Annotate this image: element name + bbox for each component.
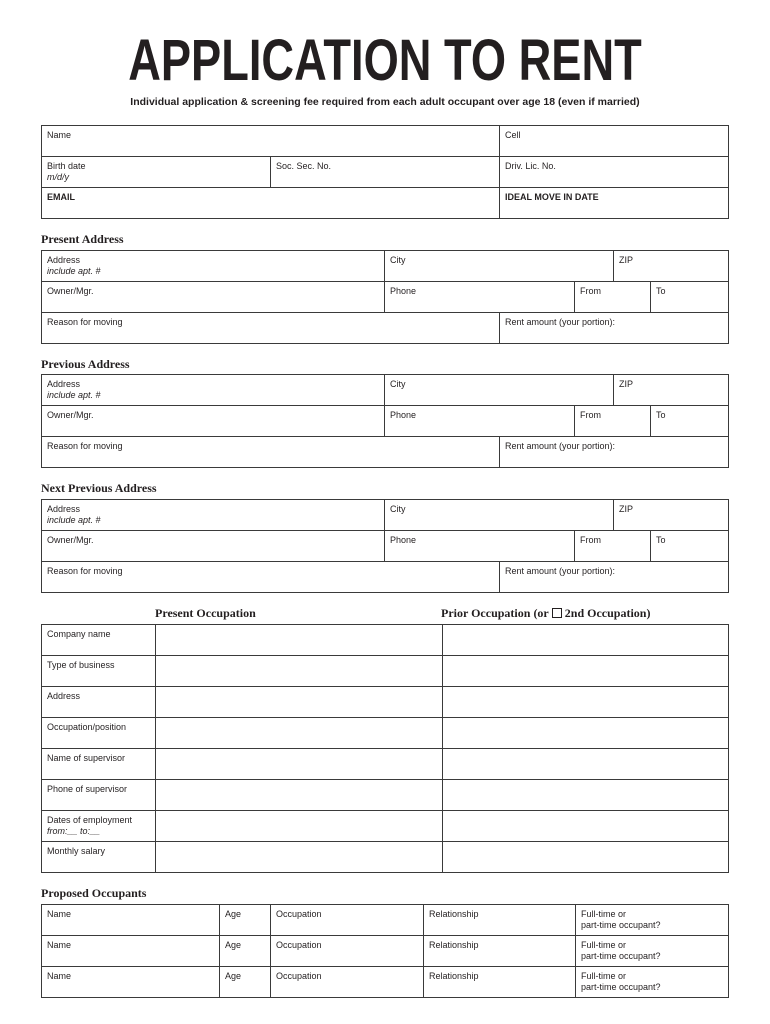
previous-address-heading: Previous Address — [41, 357, 130, 371]
present-address-table — [41, 250, 729, 344]
occupant-fulltime-label: Full-time or — [581, 940, 627, 950]
address-hint: include apt. # — [47, 390, 101, 400]
prior-occupation-field[interactable] — [443, 842, 729, 873]
present-occupation-field[interactable] — [156, 842, 443, 873]
phone-label: Phone — [390, 410, 417, 420]
phone-label: Phone — [390, 535, 417, 545]
email-field[interactable] — [42, 188, 500, 219]
second-occupation-checkbox[interactable] — [552, 608, 562, 618]
birth-date-field[interactable] — [42, 157, 271, 188]
address-field[interactable] — [42, 375, 385, 406]
to-field[interactable] — [651, 531, 729, 562]
occupant-name-label: Name — [47, 909, 72, 919]
occupant-name-label: Name — [47, 940, 72, 950]
occupant-relationship-label: Relationship — [429, 940, 479, 950]
present-occupation-field[interactable] — [156, 780, 443, 811]
reason-label: Reason for moving — [47, 566, 123, 576]
from-field[interactable] — [575, 282, 651, 313]
to-field[interactable] — [651, 282, 729, 313]
reason-field[interactable] — [42, 562, 500, 593]
occupant-occupation-field[interactable] — [271, 967, 424, 998]
reason-label: Reason for moving — [47, 317, 123, 327]
occupation-label-text: Phone of supervisor — [47, 784, 128, 794]
move-in-date-field[interactable] — [500, 188, 729, 219]
occupant-age-field[interactable] — [220, 936, 271, 967]
occupant-name-field[interactable] — [42, 905, 220, 936]
name-label: Name — [47, 130, 72, 140]
occupation-row-label — [42, 718, 156, 749]
occupants-table — [41, 904, 729, 998]
occupant-occupation-field[interactable] — [271, 905, 424, 936]
rent-label: Rent amount (your portion): — [505, 317, 616, 327]
to-label: To — [656, 286, 666, 296]
occupant-age-label: Age — [225, 940, 242, 950]
prior-occupation-field[interactable] — [443, 811, 729, 842]
reason-label: Reason for moving — [47, 441, 123, 451]
zip-label: ZIP — [619, 379, 634, 389]
occupation-table — [41, 624, 729, 873]
occupant-name-label: Name — [47, 971, 72, 981]
present-occupation-heading: Present Occupation — [155, 606, 256, 620]
proposed-occupants-heading: Proposed Occupants — [41, 886, 147, 900]
rent-label: Rent amount (your portion): — [505, 441, 616, 451]
zip-label: ZIP — [619, 504, 634, 514]
address-label: Address — [47, 379, 81, 389]
owner-label: Owner/Mgr. — [47, 535, 94, 545]
to-field[interactable] — [651, 406, 729, 437]
phone-field[interactable] — [385, 531, 575, 562]
occupation-label-text: Occupation/position — [47, 722, 127, 732]
occupant-relationship-label: Relationship — [429, 909, 479, 919]
prior-occupation-field[interactable] — [443, 656, 729, 687]
occupant-occupation-field[interactable] — [271, 936, 424, 967]
occupant-relationship-field[interactable] — [424, 967, 576, 998]
name-field[interactable] — [42, 126, 500, 157]
address-label: Address — [47, 255, 81, 265]
occupant-fulltime-label: part-time occupant? — [581, 982, 661, 992]
previous-address-table — [41, 374, 729, 468]
occupant-fulltime-field[interactable] — [576, 967, 729, 998]
owner-label: Owner/Mgr. — [47, 286, 94, 296]
from-label: From — [580, 535, 601, 545]
occupant-relationship-field[interactable] — [424, 905, 576, 936]
occupant-occupation-label: Occupation — [276, 909, 322, 919]
email-label: EMAIL — [47, 192, 75, 202]
occupation-label-text: Type of business — [47, 660, 115, 670]
cell-label: Cell — [505, 130, 521, 140]
zip-field[interactable] — [614, 251, 729, 282]
city-field[interactable] — [385, 251, 614, 282]
occupant-fulltime-label: Full-time or — [581, 971, 627, 981]
owner-field[interactable] — [42, 406, 385, 437]
phone-field[interactable] — [385, 282, 575, 313]
occupation-label-text: Dates of employment — [47, 815, 133, 825]
occupation-row-label — [42, 656, 156, 687]
present-occupation-field[interactable] — [156, 749, 443, 780]
address-hint: include apt. # — [47, 515, 101, 525]
occupant-age-field[interactable] — [220, 905, 271, 936]
present-occupation-field[interactable] — [156, 811, 443, 842]
city-label: City — [390, 255, 406, 265]
present-address-heading: Present Address — [41, 232, 124, 246]
address-field[interactable] — [42, 500, 385, 531]
occupant-occupation-label: Occupation — [276, 940, 322, 950]
rent-field[interactable] — [500, 562, 729, 593]
occupation-label-text: Monthly salary — [47, 846, 106, 856]
zip-field[interactable] — [614, 375, 729, 406]
phone-label: Phone — [390, 286, 417, 296]
prior-occupation-field[interactable] — [443, 718, 729, 749]
to-label: To — [656, 410, 666, 420]
present-occupation-field[interactable] — [156, 656, 443, 687]
occupation-label-text: Company name — [47, 629, 111, 639]
address-field[interactable] — [42, 251, 385, 282]
prior-occupation-field[interactable] — [443, 780, 729, 811]
next-previous-address-table — [41, 499, 729, 593]
prior-occupation-suffix: 2nd Occupation) — [564, 606, 651, 620]
birth-date-hint: m/d/y — [47, 172, 70, 182]
occupant-fulltime-label: part-time occupant? — [581, 951, 661, 961]
move-in-date-label: IDEAL MOVE IN DATE — [505, 192, 599, 202]
page-title: APPLICATION TO RENT — [128, 28, 642, 93]
zip-label: ZIP — [619, 255, 634, 265]
owner-label: Owner/Mgr. — [47, 410, 94, 420]
ssn-label: Soc. Sec. No. — [276, 161, 332, 171]
occupant-fulltime-label: part-time occupant? — [581, 920, 661, 930]
occupation-row-label — [42, 842, 156, 873]
from-field[interactable] — [575, 406, 651, 437]
ssn-field[interactable] — [271, 157, 500, 188]
drivers-license-field[interactable] — [500, 157, 729, 188]
occupant-occupation-label: Occupation — [276, 971, 322, 981]
city-field[interactable] — [385, 500, 614, 531]
rent-label: Rent amount (your portion): — [505, 566, 616, 576]
reason-field[interactable] — [42, 313, 500, 344]
cell-field[interactable] — [500, 126, 729, 157]
occupation-row-label — [42, 811, 156, 842]
occupation-label-hint: from:__ to:__ — [47, 826, 101, 836]
applicant-info-table — [41, 125, 729, 219]
occupant-relationship-label: Relationship — [429, 971, 479, 981]
zip-field[interactable] — [614, 500, 729, 531]
occupant-age-label: Age — [225, 971, 242, 981]
present-occupation-field[interactable] — [156, 718, 443, 749]
prior-occupation-field[interactable] — [443, 749, 729, 780]
rent-field[interactable] — [500, 437, 729, 468]
occupation-label-text: Address — [47, 691, 81, 701]
from-field[interactable] — [575, 531, 651, 562]
city-label: City — [390, 379, 406, 389]
occupation-row-label — [42, 749, 156, 780]
prior-occupation-field[interactable] — [443, 625, 729, 656]
occupation-row-label — [42, 625, 156, 656]
prior-occupation-field[interactable] — [443, 687, 729, 718]
drivers-license-label: Driv. Lic. No. — [505, 161, 556, 171]
present-occupation-field[interactable] — [156, 625, 443, 656]
page-subtitle: Individual application & screening fee required from each adult occupant over age 18 (even if married) — [130, 96, 640, 108]
prior-occupation-prefix: Prior Occupation (or — [441, 606, 549, 620]
present-occupation-field[interactable] — [156, 687, 443, 718]
from-label: From — [580, 410, 601, 420]
occupant-fulltime-label: Full-time or — [581, 909, 627, 919]
occupant-name-field[interactable] — [42, 967, 220, 998]
owner-field[interactable] — [42, 282, 385, 313]
city-field[interactable] — [385, 375, 614, 406]
occupant-name-field[interactable] — [42, 936, 220, 967]
occupant-age-label: Age — [225, 909, 242, 919]
owner-field[interactable] — [42, 531, 385, 562]
birth-date-label: Birth date — [47, 161, 86, 171]
occupant-fulltime-field[interactable] — [576, 905, 729, 936]
occupant-relationship-field[interactable] — [424, 936, 576, 967]
rent-field[interactable] — [500, 313, 729, 344]
occupation-row-label — [42, 687, 156, 718]
occupant-age-field[interactable] — [220, 967, 271, 998]
to-label: To — [656, 535, 666, 545]
address-hint: include apt. # — [47, 266, 101, 276]
address-label: Address — [47, 504, 81, 514]
occupant-fulltime-field[interactable] — [576, 936, 729, 967]
phone-field[interactable] — [385, 406, 575, 437]
occupation-row-label — [42, 780, 156, 811]
reason-field[interactable] — [42, 437, 500, 468]
from-label: From — [580, 286, 601, 296]
prior-occupation-heading — [441, 606, 650, 621]
occupation-label-text: Name of supervisor — [47, 753, 126, 763]
next-previous-address-heading: Next Previous Address — [41, 481, 157, 495]
city-label: City — [390, 504, 406, 514]
